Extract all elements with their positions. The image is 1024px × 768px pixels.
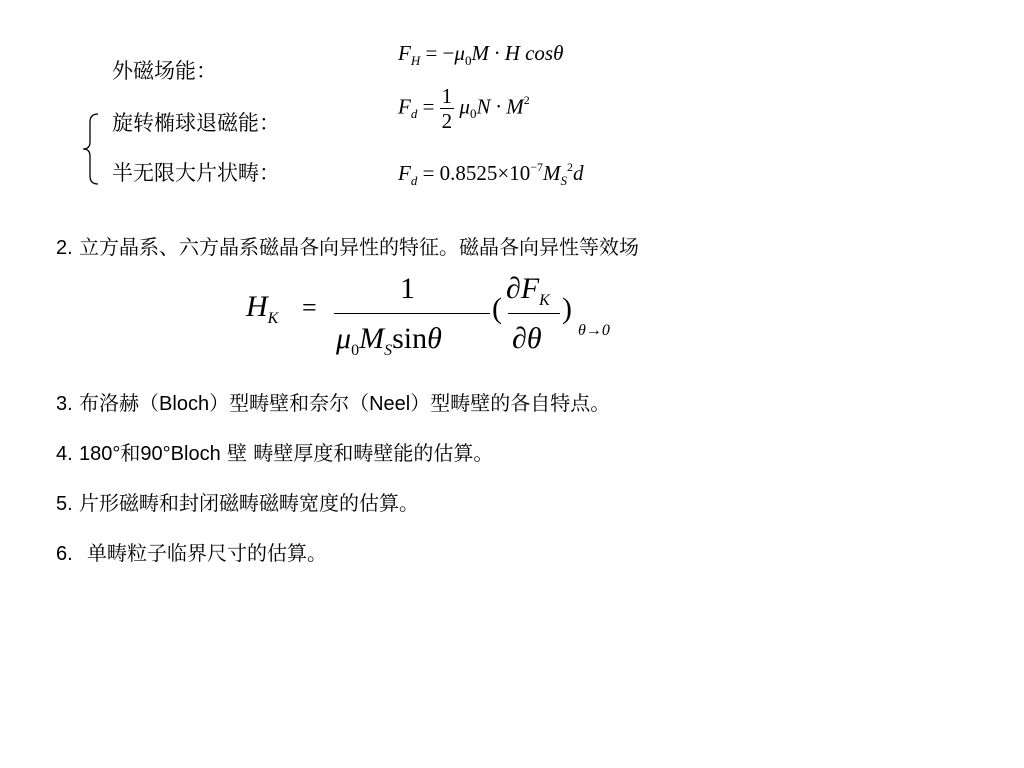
list-item: [56, 490, 419, 517]
formula-function: sin: [392, 322, 428, 355]
label-ellipsoid-demag-energy: 旋转椭球退磁能：: [112, 111, 280, 135]
item-number: 4.: [56, 443, 73, 465]
item-text: 单畴粒子临界尺寸的估算。: [87, 541, 328, 565]
formula-subscript: 0: [351, 342, 360, 359]
item-text: ）型畴壁和奈尔（: [209, 391, 370, 415]
fraction-denominator: [336, 322, 442, 359]
formula-subscript: H: [410, 53, 421, 68]
formula-symbol: d: [573, 161, 584, 185]
item-text: ）型畴壁的各自特点。: [410, 391, 611, 415]
paren-left: (: [492, 292, 502, 325]
formula-symbol: H: [246, 290, 268, 323]
fraction-numerator: 1: [400, 272, 415, 305]
fraction-denominator: 2: [441, 109, 453, 133]
derivative-denominator: [512, 322, 542, 356]
formula-symbol: M: [543, 161, 561, 185]
item-text: 立方晶系、六方晶系磁晶各向异性的特征。磁晶各向异性等效场: [79, 235, 640, 259]
item-text: 180°: [79, 443, 121, 465]
formula-fraction: [440, 84, 455, 133]
item-number: 3.: [56, 393, 73, 415]
formula-operator: =: [422, 94, 435, 119]
formula-symbol: ∂F: [506, 272, 540, 305]
item-text: 壁 畴壁厚度和畴壁能的估算。: [220, 441, 494, 465]
list-item: [56, 234, 639, 261]
formula-anisotropy-field: [246, 290, 279, 327]
formula-symbol: F: [398, 94, 411, 119]
formula-ellipsoid-demag-energy: [398, 84, 530, 133]
formula-subscript: 0: [469, 106, 477, 122]
formula-symbol: μ: [454, 41, 465, 65]
item-number: 6.: [56, 543, 73, 565]
formula-symbol: μ: [336, 322, 352, 355]
list-item: [56, 440, 493, 467]
item-text: Neel: [369, 393, 411, 415]
label-half-infinite-domain: 半无限大片状畴：: [112, 161, 280, 185]
item-number: 5.: [56, 493, 73, 515]
item-text: 90°Bloch: [140, 443, 221, 465]
formula-subscript: S: [560, 173, 568, 188]
item-text: 和: [120, 441, 141, 465]
formula-superscript: 2: [567, 160, 574, 174]
formula-operator: = −: [425, 41, 455, 65]
fraction-numerator: 1: [441, 84, 453, 108]
list-item: [56, 390, 610, 417]
label-external-field-energy: 外磁场能：: [112, 59, 217, 83]
item-text: 片形磁畴和封闭磁畴磁畴宽度的估算。: [79, 491, 420, 515]
derivative-bar: [508, 313, 560, 314]
formula-subscript: 0: [464, 53, 472, 68]
limit-subscript: θ→0: [578, 322, 610, 339]
curly-brace-icon: [80, 112, 102, 186]
formula-symbol: θ: [553, 41, 564, 65]
formula-symbol: M: [359, 322, 385, 355]
item-text: 布洛赫（: [79, 391, 160, 415]
list-item: [56, 540, 327, 567]
formula-symbol: F: [398, 161, 411, 185]
formula-body: N · M: [476, 94, 524, 119]
formula-subscript: K: [267, 310, 279, 327]
formula-half-infinite-domain: [398, 160, 584, 189]
formula-superscript: −7: [530, 160, 544, 174]
paren-right: ): [562, 292, 572, 325]
item-number: 2.: [56, 237, 73, 259]
derivative-numerator: [506, 272, 550, 309]
formula-body: = 0.8525×10: [422, 161, 531, 185]
formula-superscript: 2: [523, 93, 530, 108]
formula-subscript: d: [410, 106, 418, 122]
formula-operator: =: [302, 293, 317, 322]
formula-subscript: S: [384, 342, 393, 359]
formula-symbol: ∂θ: [512, 322, 542, 355]
item-text: Bloch: [159, 393, 210, 415]
formula-symbol: μ: [459, 94, 470, 119]
fraction-bar: [334, 313, 490, 314]
formula-symbol: θ: [427, 322, 442, 355]
formula-subscript: d: [410, 173, 418, 188]
formula-body: M · H cos: [471, 41, 554, 65]
formula-symbol: F: [398, 41, 411, 65]
formula-subscript: K: [539, 292, 550, 309]
formula-external-field-energy: [398, 40, 563, 69]
